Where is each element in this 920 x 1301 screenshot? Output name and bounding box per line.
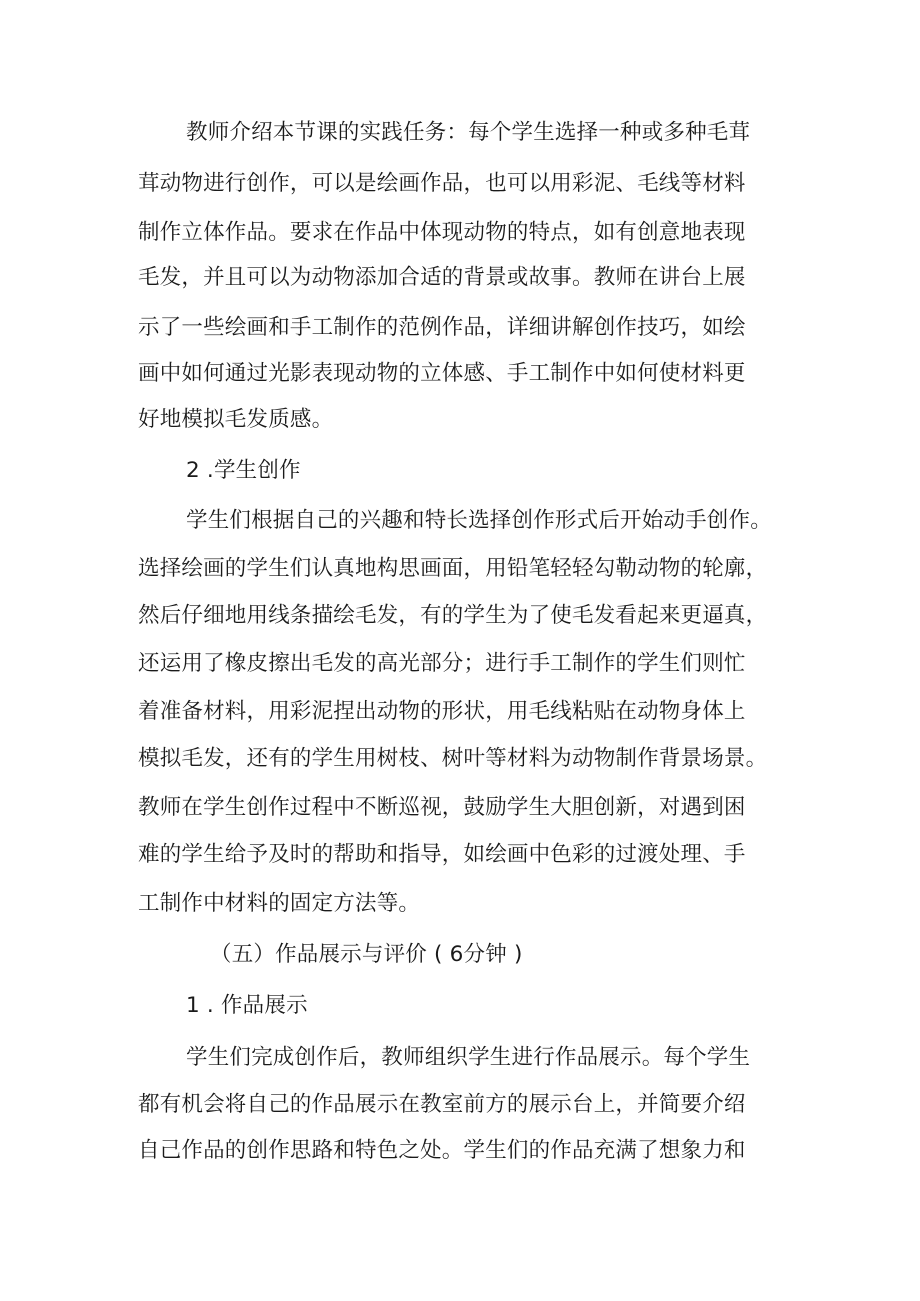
paragraph-line: 都有机会将自己的作品展示在教室前方的展示台上，并简要介绍 — [138, 1092, 746, 1117]
paragraph-line: 示了一些绘画和手工制作的范例作品，详细讲解创作技巧，如绘 — [138, 315, 746, 340]
paragraph-line: 好地模拟毛发质感。 — [138, 407, 334, 432]
subsection-heading: 1 . 作品展示 — [186, 993, 308, 1018]
section-heading: （五）作品展示与评价 ( 6分钟 ) — [210, 942, 523, 967]
paragraph-line: 工制作中材料的固定方法等。 — [138, 891, 421, 916]
paragraph-line: 然后仔细地用线条描绘毛发，有的学生为了使毛发看起来更逼真， — [138, 603, 768, 628]
section-heading: 2 .学生创作 — [186, 458, 301, 483]
paragraph-line: 教师在学生创作过程中不断巡视，鼓励学生大胆创新，对遇到困 — [138, 795, 746, 820]
paragraph-line: 着准备材料，用彩泥捏出动物的形状，用毛线粘贴在动物身体上 — [138, 699, 746, 724]
paragraph-line: 学生们完成创作后，教师组织学生进行作品展示。每个学生 — [186, 1045, 751, 1070]
paragraph-line: 教师介绍本节课的实践任务：每个学生选择一种或多种毛茸 — [186, 120, 751, 145]
paragraph-line: 茸动物进行创作，可以是绘画作品，也可以用彩泥、毛线等材料 — [138, 171, 746, 196]
paragraph-line: 模拟毛发，还有的学生用树枝、树叶等材料为动物制作背景场景。 — [138, 746, 768, 771]
paragraph-line: 还运用了橡皮擦出毛发的高光部分；进行手工制作的学生们则忙 — [138, 651, 746, 676]
paragraph-line: 难的学生给予及时的帮助和指导，如绘画中色彩的过渡处理、手 — [138, 842, 746, 867]
paragraph-line: 制作立体作品。要求在作品中体现动物的特点，如有创意地表现 — [138, 220, 746, 245]
paragraph-line: 画中如何通过光影表现动物的立体感、手工制作中如何使材料更 — [138, 361, 746, 386]
paragraph-line: 自己作品的创作思路和特色之处。学生们的作品充满了想象力和 — [138, 1138, 746, 1163]
paragraph-line: 选择绘画的学生们认真地构思画面，用铅笔轻轻勾勒动物的轮廓， — [138, 556, 768, 581]
paragraph-line: 学生们根据自己的兴趣和特长选择创作形式后开始动手创作。 — [186, 508, 772, 533]
paragraph-line: 毛发，并且可以为动物添加合适的背景或故事。教师在讲台上展 — [138, 265, 746, 290]
